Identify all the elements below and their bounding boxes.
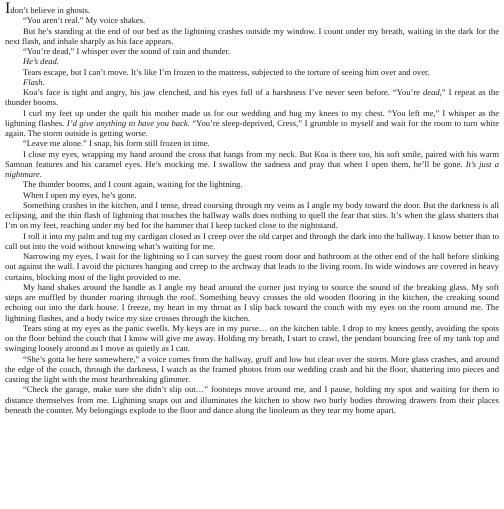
paragraph-text: I close my eyes, wrapping my hand around the cross that hangs from my neck. But Koa is there too, his soft smile, paired with his warm Samoan features and his caramel eyes. He’s mocking me. I swallow the sadness and pray that when I open them, he’ll be gone. (5, 148, 499, 169)
paragraph-text: don’t believe in ghosts. (10, 5, 90, 15)
paragraph-text: “You’re dead,” I whisper over the sound of rain and thunder. (23, 46, 231, 56)
paragraph (5, 323, 499, 354)
paragraph-text: ,” I repeat as the thunder booms. (5, 87, 499, 108)
paragraph (5, 200, 499, 231)
paragraph-text: I roll it into my palm and tug my cardigan closed as I creep over the old carpet and through the dark into the hallway. I know better than to call out into the void without knowing what’s waiting for me. (5, 230, 499, 251)
paragraph-text: “Leave me alone.” I snap, his form still frozen in time. (23, 138, 210, 149)
paragraph (5, 46, 499, 56)
paragraph-text: Something crashes in the kitchen, and I tense, dread coursing through my veins as I angle my body toward the door. But the darkness is all eclipsing, and the thin flash of lightning that touches the hallway walls does nothing to quell the fear that stirs. It’s when the glass shatters that I’m on my feet, reaching under my bed for the hammer that I keep tucked close to the nightstand. (5, 199, 499, 231)
paragraph-text: “Check the garage, make sure she didn’t slip out…” footsteps move around me, and I pause, holding my spot and waiting for them to distance themselves from me. Lightning snaps out and illuminates the kitchen to show two burly bodies throwing drawers from their places beneath the counter. My belongings explode to the floor and dance along the linoleum as they tear my home apart. (5, 384, 499, 415)
paragraph (5, 26, 499, 47)
paragraph-text: “You aren’t real.” My voice shakes. (23, 15, 146, 26)
italic-text: He’s dead. (23, 56, 59, 67)
paragraph-text: I curl my feet up under the quilt his mother made us for our wedding and hug my knees to my chest. “You left me,” I whisper as the lightning flashes. (5, 107, 499, 128)
paragraph (5, 251, 499, 282)
paragraph-text: But he’s standing at the end of our bed as the lightning crashes outside my window. I count under my breath, waiting in the dark for the next flash, and inhale sharply as his face appears. (5, 25, 499, 46)
paragraph (5, 77, 499, 87)
paragraph (5, 354, 499, 385)
italic-text: dead (423, 87, 440, 97)
paragraph-text: “She’s gotta be here somewhere,” a voice comes from the hallway, gruff and low but clear over the storm. More glass crashes, and around the edge of the couch, through the darkness, I watch as the framed photos from our wedding crash and hit the floor, shattering into pieces and casting the light with the most heartbreaking glimmer. (5, 353, 499, 384)
paragraph-text: Narrowing my eyes, I wait for the lightning so I can survey the guest room door and bathroom at the other end of the hall before slinking out against the wall. I avoid the pictures hanging and creep to the archway that leads to the living room. Its wide windows are covered in heavy curtains, blocking most of the light provided to me. (5, 251, 499, 282)
paragraph-text: When I open my eyes, he’s gone. (23, 189, 137, 200)
paragraph (5, 56, 499, 66)
paragraph (5, 179, 499, 189)
paragraph-text: Koa’s face is tight and angry, his jaw clenched, and his eyes full of a harshness I’ve never seen before. “You’re (23, 87, 424, 97)
italic-text: Flash. (23, 76, 45, 87)
paragraph (5, 282, 499, 323)
italic-text: It’s just a nightmare. (5, 158, 499, 179)
paragraph (5, 149, 499, 180)
paragraph (5, 15, 499, 25)
paragraph (5, 67, 499, 77)
italic-text: I’d give anything to have you back. (66, 117, 190, 128)
drop-cap: I (5, 0, 11, 17)
paragraph-text: Tears escape, but I can’t move. It’s like I’m frozen to the mattress, subjected to the torture of seeing him over and over. (23, 66, 430, 77)
paragraph-text: My hand shakes around the handle as I angle my head around the corner just trying to source the sound of the breaking glass. My soft steps are muffled by thunder roaring through the roof. Something heavy crosses the old wooden flooring in the kitchen, the creaking sound echoing out into the dark house. I freeze, my heart in my throat as I slip back toward the couch with my eyes on the room around me. The lightning flashes, and a body twice my size crosses through the kitchen. (5, 281, 499, 323)
paragraph (5, 384, 499, 415)
paragraph (5, 138, 499, 148)
paragraph (5, 87, 499, 108)
paragraph-text: Tears sting at my eyes as the panic swells. My keys are in my purse… on the kitchen table. I drop to my knees gently, avoiding the spots on the floor behind the couch that I know will give me away. Holding my breath, I start to crawl, the pendant bouncing free of my tank top and swinging loosely around as I move as quietly as I can. (5, 322, 499, 354)
paragraph (5, 108, 499, 139)
paragraph (5, 0, 499, 17)
paragraph (5, 190, 499, 200)
paragraph-text: The thunder booms, and I count again, waiting for the lightning. (23, 179, 243, 190)
paragraph (5, 231, 499, 252)
paragraph-text: “You’re sleep-deprived, Cress,” I grumble to myself and wait for the room to turn white again. The storm outside is getting worse. (5, 117, 499, 138)
